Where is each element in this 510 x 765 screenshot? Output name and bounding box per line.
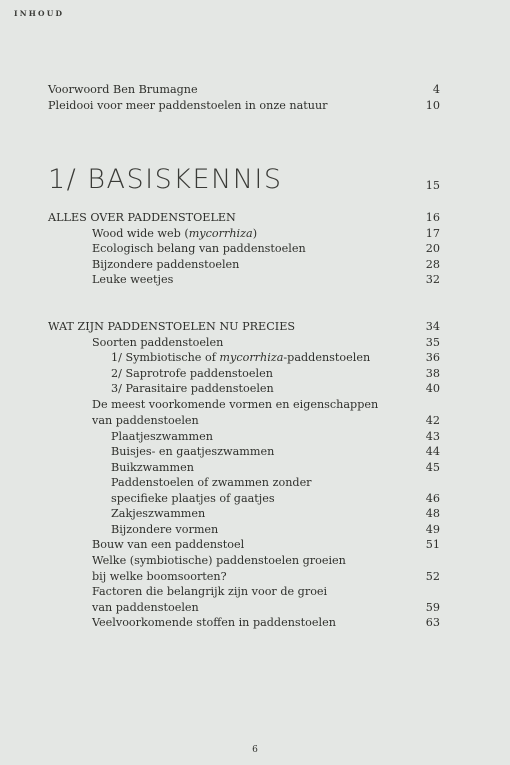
toc-section-alles-over[interactable] xyxy=(48,210,440,226)
toc-entry-stoffen[interactable] xyxy=(48,615,440,631)
toc-entry-page: 48 xyxy=(425,507,440,520)
toc-entry-title: Plaatjeszwammen xyxy=(111,429,213,443)
toc-entry-ecologisch[interactable] xyxy=(48,241,440,257)
toc-entry-page: 17 xyxy=(425,226,440,240)
toc-entry-title: Buikzwammen xyxy=(111,460,194,474)
section-page: 16 xyxy=(425,211,440,224)
toc-entry-title: Zakjeszwammen xyxy=(111,507,206,520)
toc-entry-title: Factoren die belangrijk zijn voor de groei xyxy=(92,585,328,598)
toc-entry-page: 44 xyxy=(425,445,440,458)
toc-entry-buisjes[interactable] xyxy=(48,444,440,460)
toc-entry-factoren-line1[interactable] xyxy=(48,584,440,600)
toc-entry-page: 45 xyxy=(425,460,440,474)
section-title: ALLES OVER PADDENSTOELEN xyxy=(48,211,236,224)
toc-entry-pleidooi[interactable] xyxy=(48,98,440,114)
toc-entry-zakjeszwammen[interactable] xyxy=(48,506,440,522)
page-number: 6 xyxy=(252,745,258,755)
chapter-title: 1/ BASISKENNIS xyxy=(48,164,283,195)
toc-entry-page: 10 xyxy=(425,99,440,112)
toc-entry-title: Soorten paddenstoelen xyxy=(92,335,224,349)
toc-entry-page: 38 xyxy=(425,366,440,380)
toc-entry-page: 36 xyxy=(425,351,440,364)
toc-entry-title: 2/ Saprotrofe paddenstoelen xyxy=(111,366,273,380)
toc-entry-page: 52 xyxy=(425,569,440,583)
toc-entry-soorten[interactable] xyxy=(48,335,440,351)
toc-entry-bijzondere-vormen[interactable] xyxy=(48,522,440,538)
toc-entry-page: 46 xyxy=(425,491,440,505)
toc-entry-zonder-line2[interactable] xyxy=(48,491,440,507)
toc-entry-page: 51 xyxy=(425,538,440,551)
toc-entry-page: 63 xyxy=(425,616,440,629)
toc-entry-page: 49 xyxy=(425,522,440,536)
toc-entry-title: Voorwoord Ben Brumagne xyxy=(48,83,198,96)
section-title: WAT ZIJN PADDENSTOELEN NU PRECIES xyxy=(48,320,296,333)
toc-entry-parasitaire[interactable] xyxy=(48,381,440,397)
toc-entry-page: 40 xyxy=(425,382,440,395)
toc-entry-bouw[interactable] xyxy=(48,537,440,553)
toc-entry-page: 32 xyxy=(425,273,440,286)
toc-entry-vormen-line2[interactable] xyxy=(48,413,440,429)
toc-entry-title: De meest voorkomende vormen en eigenschappen xyxy=(92,398,379,411)
toc-entry-weetjes[interactable] xyxy=(48,272,440,288)
chapter-page: 15 xyxy=(425,179,440,192)
toc-entry-title: 3/ Parasitaire paddenstoelen xyxy=(111,382,274,395)
toc-entry-factoren-line2[interactable] xyxy=(48,600,440,616)
toc-entry-title: Buisjes- en gaatjeszwammen xyxy=(111,445,275,458)
toc-entry-page: 20 xyxy=(425,242,440,255)
toc-entry-page: 35 xyxy=(425,335,440,349)
toc-entry-page: 28 xyxy=(425,257,440,271)
toc-entry-plaatjeszwammen[interactable] xyxy=(48,429,440,445)
toc-entry-buikzwammen[interactable] xyxy=(48,460,440,476)
toc-entry-zonder-line1[interactable] xyxy=(48,475,440,491)
toc-entry-welke-line1[interactable] xyxy=(48,553,440,569)
toc-entry-title: Welke (symbiotische) paddenstoelen groeien xyxy=(92,554,346,567)
toc-entry-bijzondere[interactable] xyxy=(48,257,440,273)
section-page: 34 xyxy=(425,320,440,333)
toc-entry-title: Bouw van een paddenstoel xyxy=(92,538,245,551)
toc-entry-title: van paddenstoelen xyxy=(92,414,199,427)
toc-entry-vormen-line1[interactable] xyxy=(48,397,440,413)
toc-entry-page: 4 xyxy=(432,83,440,96)
toc-entry-title: bij welke boomsoorten? xyxy=(92,569,227,583)
toc-entry-wood-wide-web[interactable] xyxy=(48,226,440,242)
toc-entry-saprotrofe[interactable] xyxy=(48,366,440,382)
toc-entry-title: Bijzondere paddenstoelen xyxy=(92,257,240,271)
toc-entry-title: Paddenstoelen of zwammen zonder xyxy=(111,476,312,489)
toc-entry-title: van paddenstoelen xyxy=(92,600,199,614)
toc-entry-title: Ecologisch belang van paddenstoelen xyxy=(92,242,306,255)
toc-entry-welke-line2[interactable] xyxy=(48,569,440,585)
toc-entry-title: Veelvoorkomende stoffen in paddenstoelen xyxy=(92,616,336,629)
toc-entry-voorwoord[interactable] xyxy=(48,82,440,98)
toc-entry-page: 59 xyxy=(425,600,440,614)
toc-section-wat-zijn[interactable] xyxy=(48,319,440,335)
chapter-heading[interactable] xyxy=(48,164,440,200)
toc-entry-title: Pleidooi voor meer paddenstoelen in onze natuur xyxy=(48,99,328,112)
toc-entry-title: Wood wide web (mycorrhiza) xyxy=(92,226,258,240)
toc-entry-title: Bijzondere vormen xyxy=(111,522,219,536)
toc-entry-page: 42 xyxy=(425,414,440,427)
toc-entry-symbiotische[interactable] xyxy=(48,350,440,366)
running-head: INHOUD xyxy=(14,9,65,18)
toc-entry-page: 43 xyxy=(425,429,440,443)
toc-entry-title: 1/ Symbiotische of mycorrhiza-paddenstoelen xyxy=(111,351,371,364)
toc-entry-title: Leuke weetjes xyxy=(92,273,174,286)
toc-entry-title: specifieke plaatjes of gaatjes xyxy=(111,491,275,505)
